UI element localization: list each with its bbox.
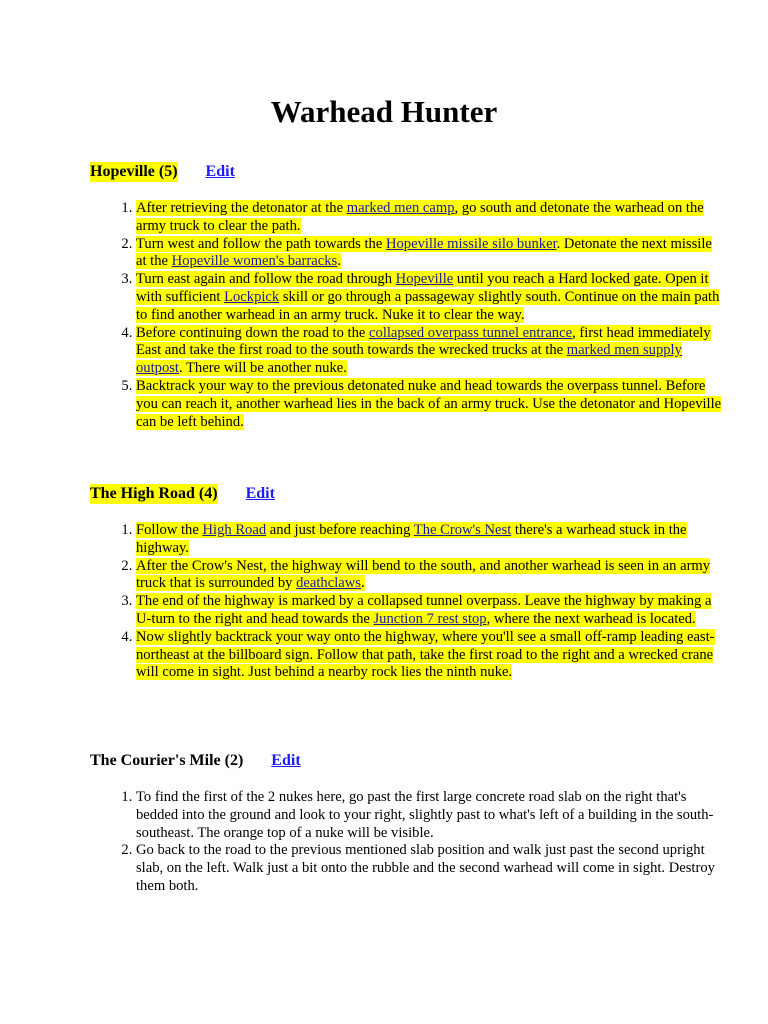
text-run: and just before reaching (266, 522, 414, 538)
text-run: , first head immediately East and take the first road to the south towards the wrecked trucks at the (136, 324, 711, 359)
text-run: Go back to the road to the previous mentioned slab position and walk just past the second upright slab, on the left. Walk just a bit onto the rubble and the second warhead will come in sight. Destroy them both. (136, 842, 715, 894)
text-run: Turn east again and follow the road through (136, 271, 396, 288)
section-list-high-road (90, 522, 724, 682)
wiki-link[interactable]: deathclaws (296, 575, 361, 592)
list-item (136, 842, 724, 895)
section-heading-couriers-mile (90, 751, 301, 771)
list-item-text (136, 236, 712, 270)
section-heading-hopeville (90, 162, 235, 182)
list-item-text (136, 842, 715, 894)
section-heading-high-road (90, 484, 275, 504)
wiki-link[interactable]: marked men camp (346, 200, 455, 216)
wiki-link[interactable]: The Crow's Nest (413, 522, 512, 538)
list-item (136, 271, 724, 324)
list-item-text (136, 789, 713, 841)
wiki-link[interactable]: marked men supply outpost (136, 342, 682, 377)
list-item-text (136, 378, 721, 430)
list-item-text (136, 325, 711, 377)
text-run: Now slightly backtrack your way onto the highway, where you'll see a small off-ramp leading east-northeast at the billboard sign. Follow that path, take the first road to the right and a wrecked crane will come in sight. Just behind a nearby rock lies the ninth nuke. (136, 628, 715, 681)
list-item-text (136, 593, 711, 627)
text-run: . (360, 575, 365, 592)
text-run: The end of the highway is marked by a collapsed tunnel overpass. Leave the highway by making a U-turn to the right and head towards the (136, 593, 712, 627)
text-run: Before continuing down the road to the (136, 324, 370, 341)
list-item (136, 558, 724, 594)
text-run: . (337, 253, 341, 270)
wiki-link[interactable]: Hopeville (395, 271, 454, 288)
list-item (136, 629, 724, 682)
wiki-link[interactable]: Hopeville women's barracks (171, 253, 338, 270)
list-item (136, 378, 724, 431)
text-run: . There will be another nuke. (178, 360, 347, 377)
text-run: , go south and detonate the warhead on the army truck to clear the path. (136, 200, 704, 234)
wiki-link[interactable]: Lockpick (224, 288, 280, 305)
list-item (136, 200, 724, 236)
wiki-link[interactable]: Junction 7 rest stop (373, 610, 487, 627)
list-item-text (136, 271, 719, 323)
wiki-link[interactable]: collapsed overpass tunnel entrance (369, 324, 573, 341)
section-list-hopeville (90, 200, 724, 431)
text-run: Backtrack your way to the previous detonated nuke and head towards the overpass tunnel. Before you can reach it, another warhead lies in the back of an army truck. Use the detonator and Hopeville can be left behind. (136, 377, 722, 430)
wiki-link[interactable]: High Road (202, 522, 267, 538)
list-item-text (136, 558, 710, 592)
text-run: Turn west and follow the path towards the (136, 235, 386, 252)
text-run: After the Crow's Nest, the highway will bend to the south, and another warhead is seen in an army truck that is surrounded by (136, 557, 711, 592)
section-title: The Courier's Mile (2) (90, 752, 244, 769)
list-item (136, 325, 724, 378)
edit-link-hopeville[interactable]: Edit (205, 163, 235, 180)
text-run: skill or go through a passageway slightly south. Continue on the main path to find another warhead in an army truck. Nuke it to clear the way. (136, 288, 720, 323)
list-item-text (136, 200, 704, 234)
list-item-text (136, 522, 687, 556)
list-item (136, 522, 724, 558)
edit-link-couriers-mile[interactable]: Edit (271, 752, 301, 769)
wiki-link[interactable]: Hopeville missile silo bunker (385, 235, 557, 252)
text-run: until you reach a Hard locked gate. Open it with sufficient (136, 271, 709, 305)
text-run: , where the next warhead is located. (486, 610, 696, 627)
section-title: The High Road (4) (90, 485, 218, 502)
section-title: Hopeville (5) (90, 163, 178, 180)
list-item (136, 593, 724, 629)
text-run: Follow the (136, 522, 203, 538)
text-run: After retrieving the detonator at the (136, 200, 347, 216)
list-item (136, 789, 724, 842)
text-run: To find the first of the 2 nukes here, go past the first large concrete road slab on the right that's bedded into the ground and look to your right, slightly past to what's left of a building in the south-southeast. The orange top of a nuke will be visible. (136, 789, 714, 841)
section-list-couriers-mile (90, 789, 724, 896)
text-run: there's a warhead stuck in the highway. (136, 522, 687, 556)
list-item (136, 236, 724, 272)
edit-link-high-road[interactable]: Edit (245, 485, 275, 502)
text-run: . Detonate the next missile at the (136, 235, 712, 270)
list-item-text (136, 629, 715, 681)
page-title: Warhead Hunter (270, 94, 498, 129)
